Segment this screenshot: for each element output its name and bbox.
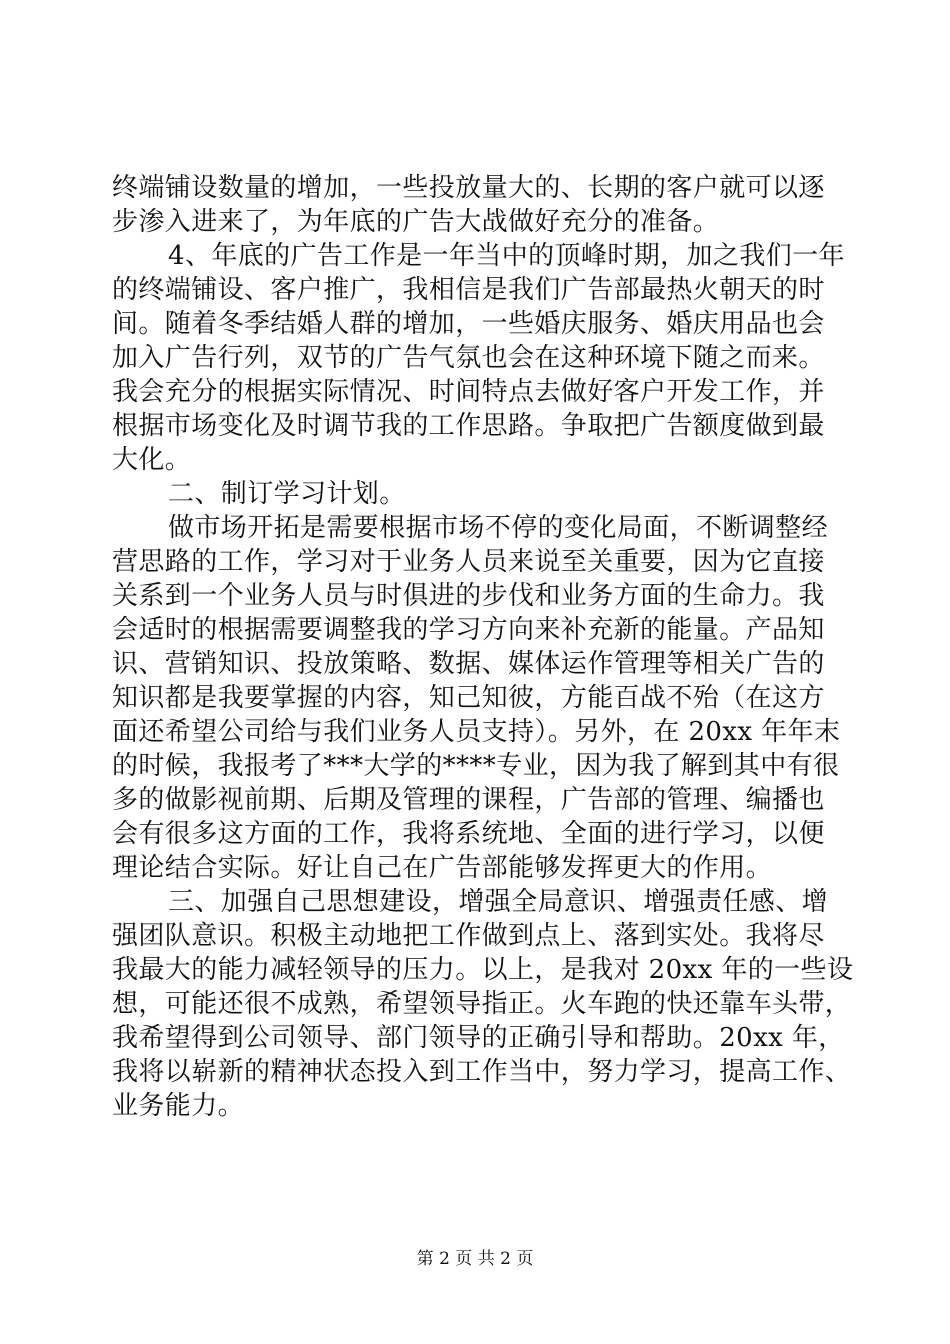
text-line: 多的做影视前期、后期及管理的课程，广告部的管理、编播也 xyxy=(112,785,825,815)
page-footer: 第 2 页 共 2 页 xyxy=(416,1249,534,1269)
text-line: 会有很多这方面的工作，我将系统地、全面的进行学习，以便 xyxy=(112,819,825,849)
text-line: 做市场开拓是需要根据市场不停的变化局面，不断调整经 xyxy=(168,513,829,543)
text-line: 会适时的根据需要调整我的学习方向来补充新的能量。产品知 xyxy=(112,615,825,645)
text-line: 强团队意识。积极主动地把工作做到点上、落到实处。我将尽 xyxy=(112,921,825,951)
text-line: 识、营销知识、投放策略、数据、媒体运作管理等相关广告的 xyxy=(112,649,825,679)
text-line: 加入广告行列，双节的广告气氛也会在这种环境下随之而来。 xyxy=(112,343,825,373)
text-line: 的终端铺设、客户推广，我相信是我们广告部最热火朝天的时 xyxy=(112,275,825,305)
text-line: 步渗入进来了，为年底的广告大战做好充分的准备。 xyxy=(112,207,720,237)
text-line: 的时候，我报考了***大学的****专业，因为我了解到其中有很 xyxy=(112,751,840,781)
text-line: 我将以崭新的精神状态投入到工作当中，努力学习，提高工作、 xyxy=(112,1057,852,1087)
text-line: 我希望得到公司领导、部门领导的正确引导和帮助。20xx 年， xyxy=(112,1023,845,1053)
text-line: 根据市场变化及时调节我的工作思路。争取把广告额度做到最 xyxy=(112,411,825,441)
text-line: 二、制订学习计划。 xyxy=(168,479,406,509)
text-line: 面还希望公司给与我们业务人员支持）。另外，在 20xx 年年末 xyxy=(112,717,841,747)
text-line: 终端铺设数量的增加，一些投放量大的、长期的客户就可以逐 xyxy=(112,173,825,203)
text-line: 我最大的能力减轻领导的压力。以上，是我对 20xx 年的一些设 xyxy=(112,955,854,985)
text-line: 关系到一个业务人员与时俱进的步伐和业务方面的生命力。我 xyxy=(112,581,825,611)
text-line: 4、年底的广告工作是一年当中的顶峰时期，加之我们一年 xyxy=(168,241,845,271)
text-line: 营思路的工作，学习对于业务人员来说至关重要，因为它直接 xyxy=(112,547,825,577)
text-line: 想，可能还很不成熟，希望领导指正。火车跑的快还靠车头带， xyxy=(112,989,852,1019)
text-line: 间。随着冬季结婚人群的增加，一些婚庆服务、婚庆用品也会 xyxy=(112,309,825,339)
document-body xyxy=(112,171,854,1123)
text-line: 我会充分的根据实际情况、时间特点去做好客户开发工作，并 xyxy=(112,377,825,407)
text-line: 三、加强自己思想建设，增强全局意识、增强责任感、增 xyxy=(168,887,829,917)
text-line: 大化。 xyxy=(112,445,192,475)
text-line: 知识都是我要掌握的内容，知己知彼，方能百战不殆（在这方 xyxy=(112,683,825,713)
text-line: 理论结合实际。好让自己在广告部能够发挥更大的作用。 xyxy=(112,853,773,883)
text-line: 业务能力。 xyxy=(112,1091,245,1121)
